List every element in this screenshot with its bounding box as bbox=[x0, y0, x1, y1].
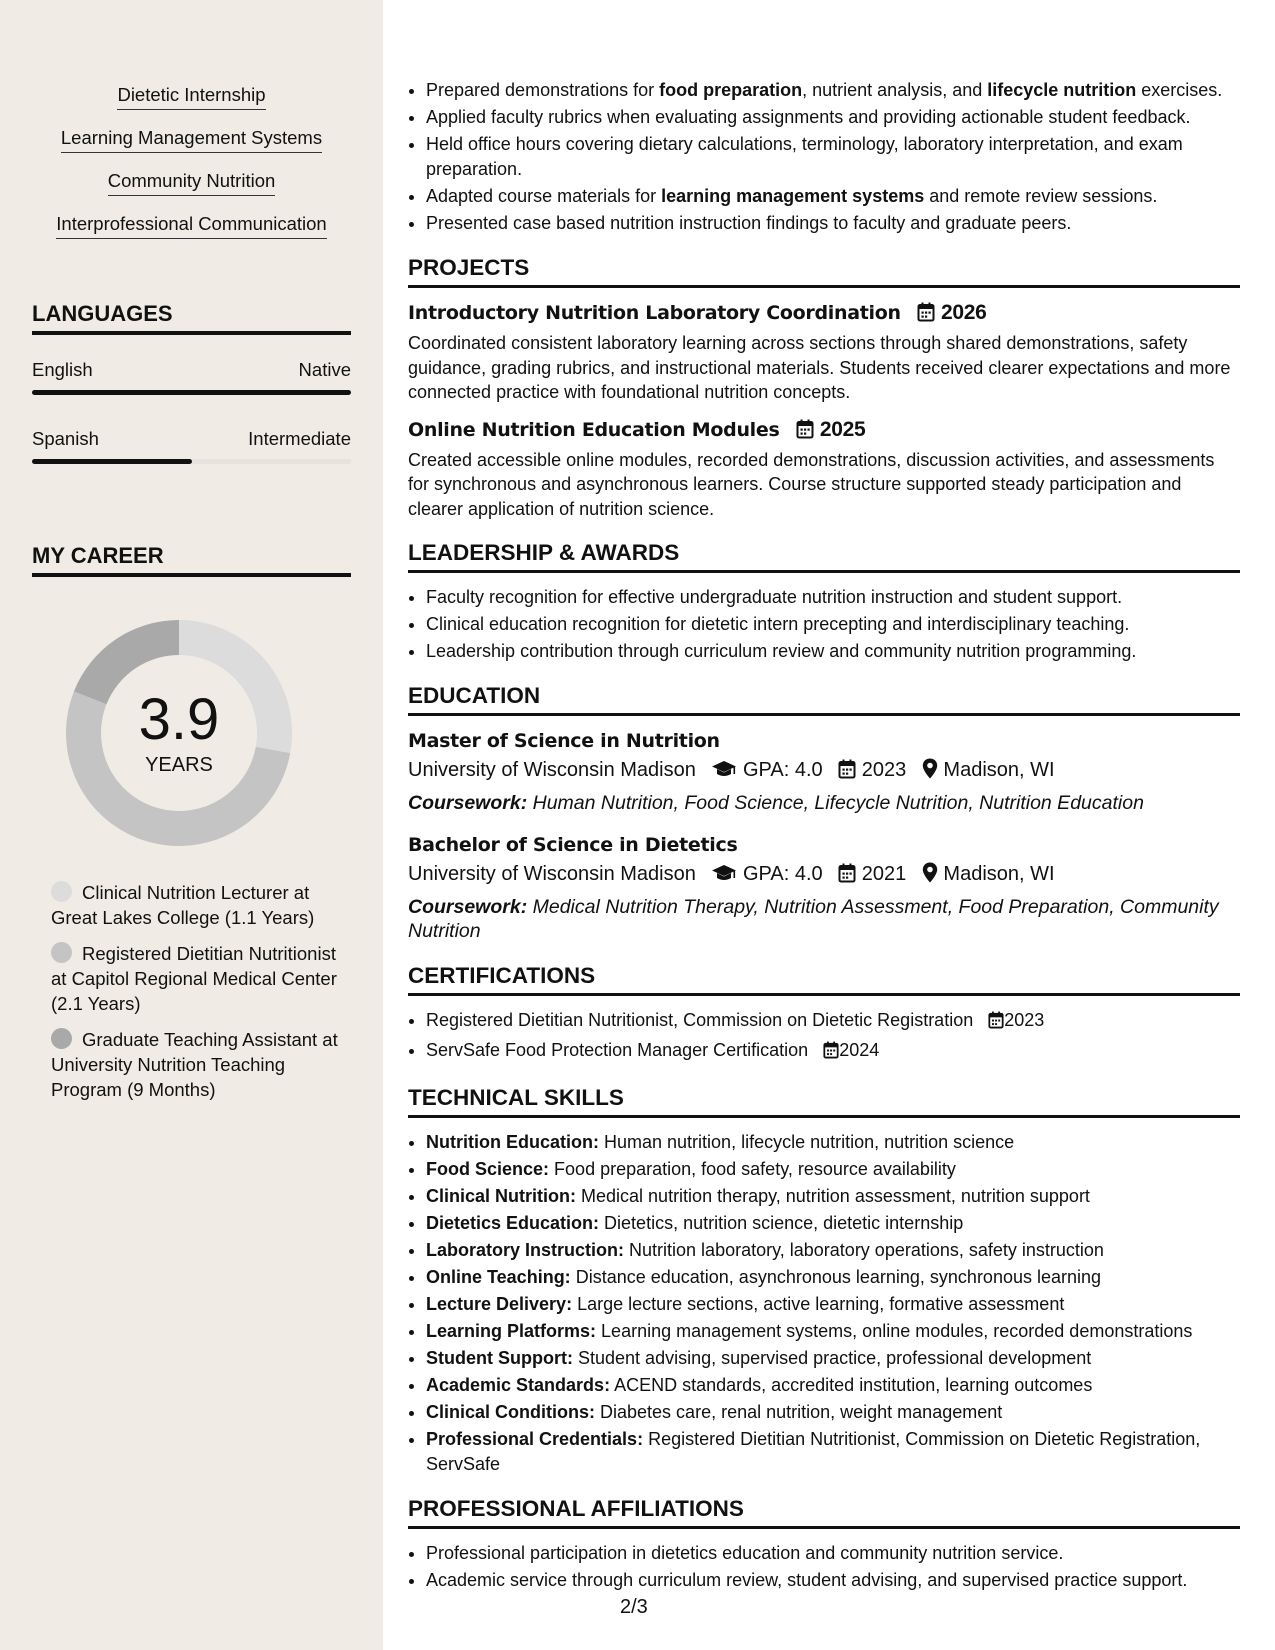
degree-title: Master of Science in Nutrition bbox=[408, 730, 720, 752]
coursework bbox=[408, 791, 1240, 816]
project-description: Created accessible online modules, recorded demonstrations, discussion activities, and assessments for synchronous and asynchronous learners. Course structure supported steady participation and clearer application of nutrition science. bbox=[408, 449, 1215, 519]
skill-category: Dietetics Education: bbox=[426, 1212, 600, 1233]
project-item bbox=[408, 300, 1240, 405]
education-details bbox=[408, 756, 1240, 787]
certifications-heading: CERTIFICATIONS bbox=[408, 962, 1240, 996]
calendar-icon bbox=[917, 302, 935, 329]
graduation-year: 2021 bbox=[861, 862, 907, 885]
affiliation-item: • Professional participation in dietetics education and community nutrition service. bbox=[426, 1541, 1240, 1566]
education-item bbox=[408, 728, 1240, 816]
language-level: Intermediate bbox=[248, 428, 351, 449]
language-level: Native bbox=[298, 359, 351, 380]
skill-category: Online Teaching: bbox=[426, 1266, 571, 1287]
technical-skill-item bbox=[426, 1157, 1240, 1182]
emphasis-text: learning management systems bbox=[661, 186, 925, 206]
language-bar-fill bbox=[32, 459, 192, 464]
leadership-item: • Clinical education recognition for dietetic intern precepting and interdisciplinary teaching. bbox=[426, 612, 1240, 637]
certifications-list bbox=[408, 1008, 1240, 1066]
skill-values: Food preparation, food safety, resource availability bbox=[554, 1158, 956, 1179]
bullet-text: , nutrient analysis, and bbox=[802, 80, 988, 100]
leadership-heading: LEADERSHIP & AWARDS bbox=[408, 539, 1240, 573]
career-legend-label: Registered Dietitian Nutritionist at Capitol Regional Medical Center (2.1 Years) bbox=[51, 943, 337, 1014]
calendar-icon bbox=[823, 1041, 839, 1066]
language-row bbox=[32, 428, 351, 450]
school-name: University of Wisconsin Madison bbox=[408, 759, 696, 781]
bullet-text: exercises. bbox=[1136, 80, 1223, 100]
page-number: 2/3 bbox=[620, 1596, 648, 1618]
language-bar bbox=[32, 390, 351, 395]
technical-skill-item bbox=[426, 1292, 1240, 1317]
education-item bbox=[408, 832, 1240, 944]
career-legend bbox=[51, 880, 341, 1113]
affiliations-heading: PROFESSIONAL AFFILIATIONS bbox=[408, 1495, 1240, 1529]
gpa: GPA: 4.0 bbox=[743, 759, 823, 781]
technical-skills-heading: TECHNICAL SKILLS bbox=[408, 1084, 1240, 1118]
project-year: 2025 bbox=[819, 417, 866, 441]
languages-heading: LANGUAGES bbox=[32, 301, 351, 335]
coursework-label: Coursework: bbox=[408, 895, 528, 918]
bullet-text: Held office hours covering dietary calculations, terminology, laboratory interpretation, and exam preparation. bbox=[426, 134, 1183, 179]
leadership-list bbox=[408, 585, 1240, 664]
certification-name: Registered Dietitian Nutritionist, Commission on Dietetic Registration bbox=[426, 1009, 974, 1030]
legend-dot bbox=[51, 942, 72, 963]
affiliations-list bbox=[408, 1541, 1240, 1593]
education-details bbox=[408, 860, 1240, 891]
calendar-icon bbox=[838, 863, 856, 891]
graduation-cap-icon bbox=[711, 759, 737, 787]
technical-skill-item bbox=[426, 1130, 1240, 1155]
skill-values: Diabetes care, renal nutrition, weight management bbox=[600, 1401, 1003, 1422]
certification-item bbox=[426, 1038, 1240, 1066]
technical-skill-item bbox=[426, 1184, 1240, 1209]
experience-bullets bbox=[408, 78, 1240, 236]
skill-category: Clinical Conditions: bbox=[426, 1401, 595, 1422]
experience-bullet bbox=[426, 184, 1240, 209]
degree-title: Bachelor of Science in Dietetics bbox=[408, 833, 738, 856]
skill-tag: Dietetic Internship bbox=[117, 84, 265, 110]
career-total-years: 3.9 bbox=[138, 687, 220, 752]
career-donut-chart bbox=[66, 620, 292, 846]
language-bar bbox=[32, 459, 351, 464]
career-legend-label: Clinical Nutrition Lecturer at Great Lakes College (1.1 Years) bbox=[51, 882, 315, 928]
language-row bbox=[32, 359, 351, 381]
skill-tag: Learning Management Systems bbox=[61, 127, 322, 153]
skill-values: ACEND standards, accredited institution, learning outcomes bbox=[614, 1374, 1093, 1395]
project-title bbox=[408, 300, 1240, 329]
skill-category: Professional Credentials: bbox=[426, 1428, 644, 1449]
coursework-list: Human Nutrition, Food Science, Lifecycle Nutrition, Nutrition Education bbox=[532, 792, 1144, 814]
language-bar-fill bbox=[32, 390, 351, 395]
career-total-unit: YEARS bbox=[145, 754, 213, 776]
career-legend-item bbox=[51, 880, 341, 930]
graduation-year: 2023 bbox=[861, 759, 907, 781]
leadership-item: • Faculty recognition for effective undergraduate nutrition instruction and student support. bbox=[426, 585, 1240, 610]
skill-tags bbox=[32, 84, 351, 256]
language-name: Spanish bbox=[32, 428, 99, 449]
skill-values: Dietetics, nutrition science, dietetic internship bbox=[604, 1212, 964, 1233]
skill-category: Academic Standards: bbox=[426, 1374, 611, 1395]
coursework bbox=[408, 895, 1240, 944]
skill-category: Student Support: bbox=[426, 1347, 573, 1368]
sidebar bbox=[0, 0, 383, 1650]
technical-skills-list bbox=[408, 1130, 1240, 1477]
skill-category: Clinical Nutrition: bbox=[426, 1185, 576, 1206]
leadership-item: • Leadership contribution through curriculum review and community nutrition programming. bbox=[426, 639, 1240, 664]
skill-values: Nutrition laboratory, laboratory operations, safety instruction bbox=[629, 1239, 1104, 1260]
technical-skill-item bbox=[426, 1319, 1240, 1344]
skill-values: Registered Dietitian Nutritionist, Commission on Dietetic Registration, ServSafe bbox=[426, 1428, 1201, 1474]
project-description: Coordinated consistent laboratory learning across sections through shared demonstrations, safety guidance, grading rubrics, and instructional materials. Students received clearer expectations and more connected practice with foundational nutrition concepts. bbox=[408, 333, 1231, 402]
bullet-text: Presented case based nutrition instruction findings to faculty and graduate peers. bbox=[426, 213, 1072, 233]
skill-values: Large lecture sections, active learning, formative assessment bbox=[577, 1293, 1065, 1314]
coursework-list: Medical Nutrition Therapy, Nutrition Assessment, Food Preparation, Community Nutrition bbox=[408, 895, 1219, 942]
school-location: Madison, WI bbox=[943, 862, 1055, 885]
skill-values: Human nutrition, lifecycle nutrition, nutrition science bbox=[604, 1131, 1015, 1152]
legend-dot bbox=[51, 881, 72, 902]
skill-category: Food Science: bbox=[426, 1158, 550, 1179]
project-title bbox=[408, 417, 1240, 446]
calendar-icon bbox=[838, 759, 856, 787]
experience-bullet bbox=[426, 105, 1240, 130]
technical-skill-item bbox=[426, 1400, 1240, 1425]
technical-skill-item bbox=[426, 1373, 1240, 1398]
skill-values: Medical nutrition therapy, nutrition assessment, nutrition support bbox=[581, 1185, 1090, 1206]
project-name: Introductory Nutrition Laboratory Coordination bbox=[408, 302, 901, 324]
main-content bbox=[408, 78, 1240, 1595]
career-legend-item bbox=[51, 1027, 341, 1102]
bullet-text: Applied faculty rubrics when evaluating assignments and providing actionable student feedback. bbox=[426, 107, 1191, 127]
career-heading: MY CAREER bbox=[32, 543, 351, 577]
affiliation-item: • Academic service through curriculum review, student advising, and supervised practice support. bbox=[426, 1568, 1240, 1593]
skill-tag: Interprofessional Communication bbox=[56, 213, 326, 239]
school-name: University of Wisconsin Madison bbox=[408, 862, 696, 885]
bullet-text: Adapted course materials for bbox=[426, 186, 662, 206]
education-heading: EDUCATION bbox=[408, 682, 1240, 716]
experience-bullet bbox=[426, 78, 1240, 103]
technical-skill-item bbox=[426, 1238, 1240, 1263]
project-item bbox=[408, 417, 1240, 522]
skill-tag: Community Nutrition bbox=[108, 170, 276, 196]
skill-category: Learning Platforms: bbox=[426, 1320, 597, 1341]
school-location: Madison, WI bbox=[943, 759, 1055, 781]
skill-category: Lecture Delivery: bbox=[426, 1293, 573, 1314]
skill-values: Learning management systems, online modules, recorded demonstrations bbox=[601, 1320, 1193, 1341]
bullet-text: and remote review sessions. bbox=[924, 186, 1158, 206]
emphasis-text: food preparation bbox=[659, 80, 803, 100]
calendar-icon bbox=[796, 419, 814, 446]
certification-item bbox=[426, 1008, 1240, 1036]
technical-skill-item bbox=[426, 1211, 1240, 1236]
skill-values: Distance education, asynchronous learning, synchronous learning bbox=[575, 1266, 1102, 1287]
career-legend-label: Graduate Teaching Assistant at University Nutrition Teaching Program (9 Months) bbox=[51, 1029, 338, 1100]
project-name: Online Nutrition Education Modules bbox=[408, 418, 780, 441]
skill-values: Student advising, supervised practice, professional development bbox=[578, 1347, 1092, 1368]
projects-heading: PROJECTS bbox=[408, 254, 1240, 288]
coursework-label: Coursework: bbox=[408, 792, 528, 814]
technical-skill-item bbox=[426, 1427, 1240, 1477]
technical-skill-item bbox=[426, 1265, 1240, 1290]
calendar-icon bbox=[988, 1011, 1004, 1036]
legend-dot bbox=[51, 1028, 72, 1049]
map-pin-icon bbox=[922, 758, 938, 787]
certification-year: 2023 bbox=[1004, 1009, 1045, 1030]
technical-skill-item bbox=[426, 1346, 1240, 1371]
skill-category: Nutrition Education: bbox=[426, 1131, 599, 1152]
experience-bullet bbox=[426, 132, 1240, 182]
certification-year: 2024 bbox=[839, 1039, 880, 1060]
project-year: 2026 bbox=[941, 301, 987, 324]
gpa: GPA: 4.0 bbox=[743, 862, 823, 885]
career-legend-item bbox=[51, 941, 341, 1016]
graduation-cap-icon bbox=[711, 863, 737, 891]
bullet-text: Prepared demonstrations for bbox=[426, 80, 660, 100]
map-pin-icon bbox=[922, 862, 938, 891]
certification-name: ServSafe Food Protection Manager Certification bbox=[426, 1039, 809, 1060]
experience-bullet bbox=[426, 211, 1240, 236]
skill-category: Laboratory Instruction: bbox=[426, 1239, 625, 1260]
emphasis-text: lifecycle nutrition bbox=[987, 80, 1137, 100]
language-name: English bbox=[32, 359, 93, 380]
